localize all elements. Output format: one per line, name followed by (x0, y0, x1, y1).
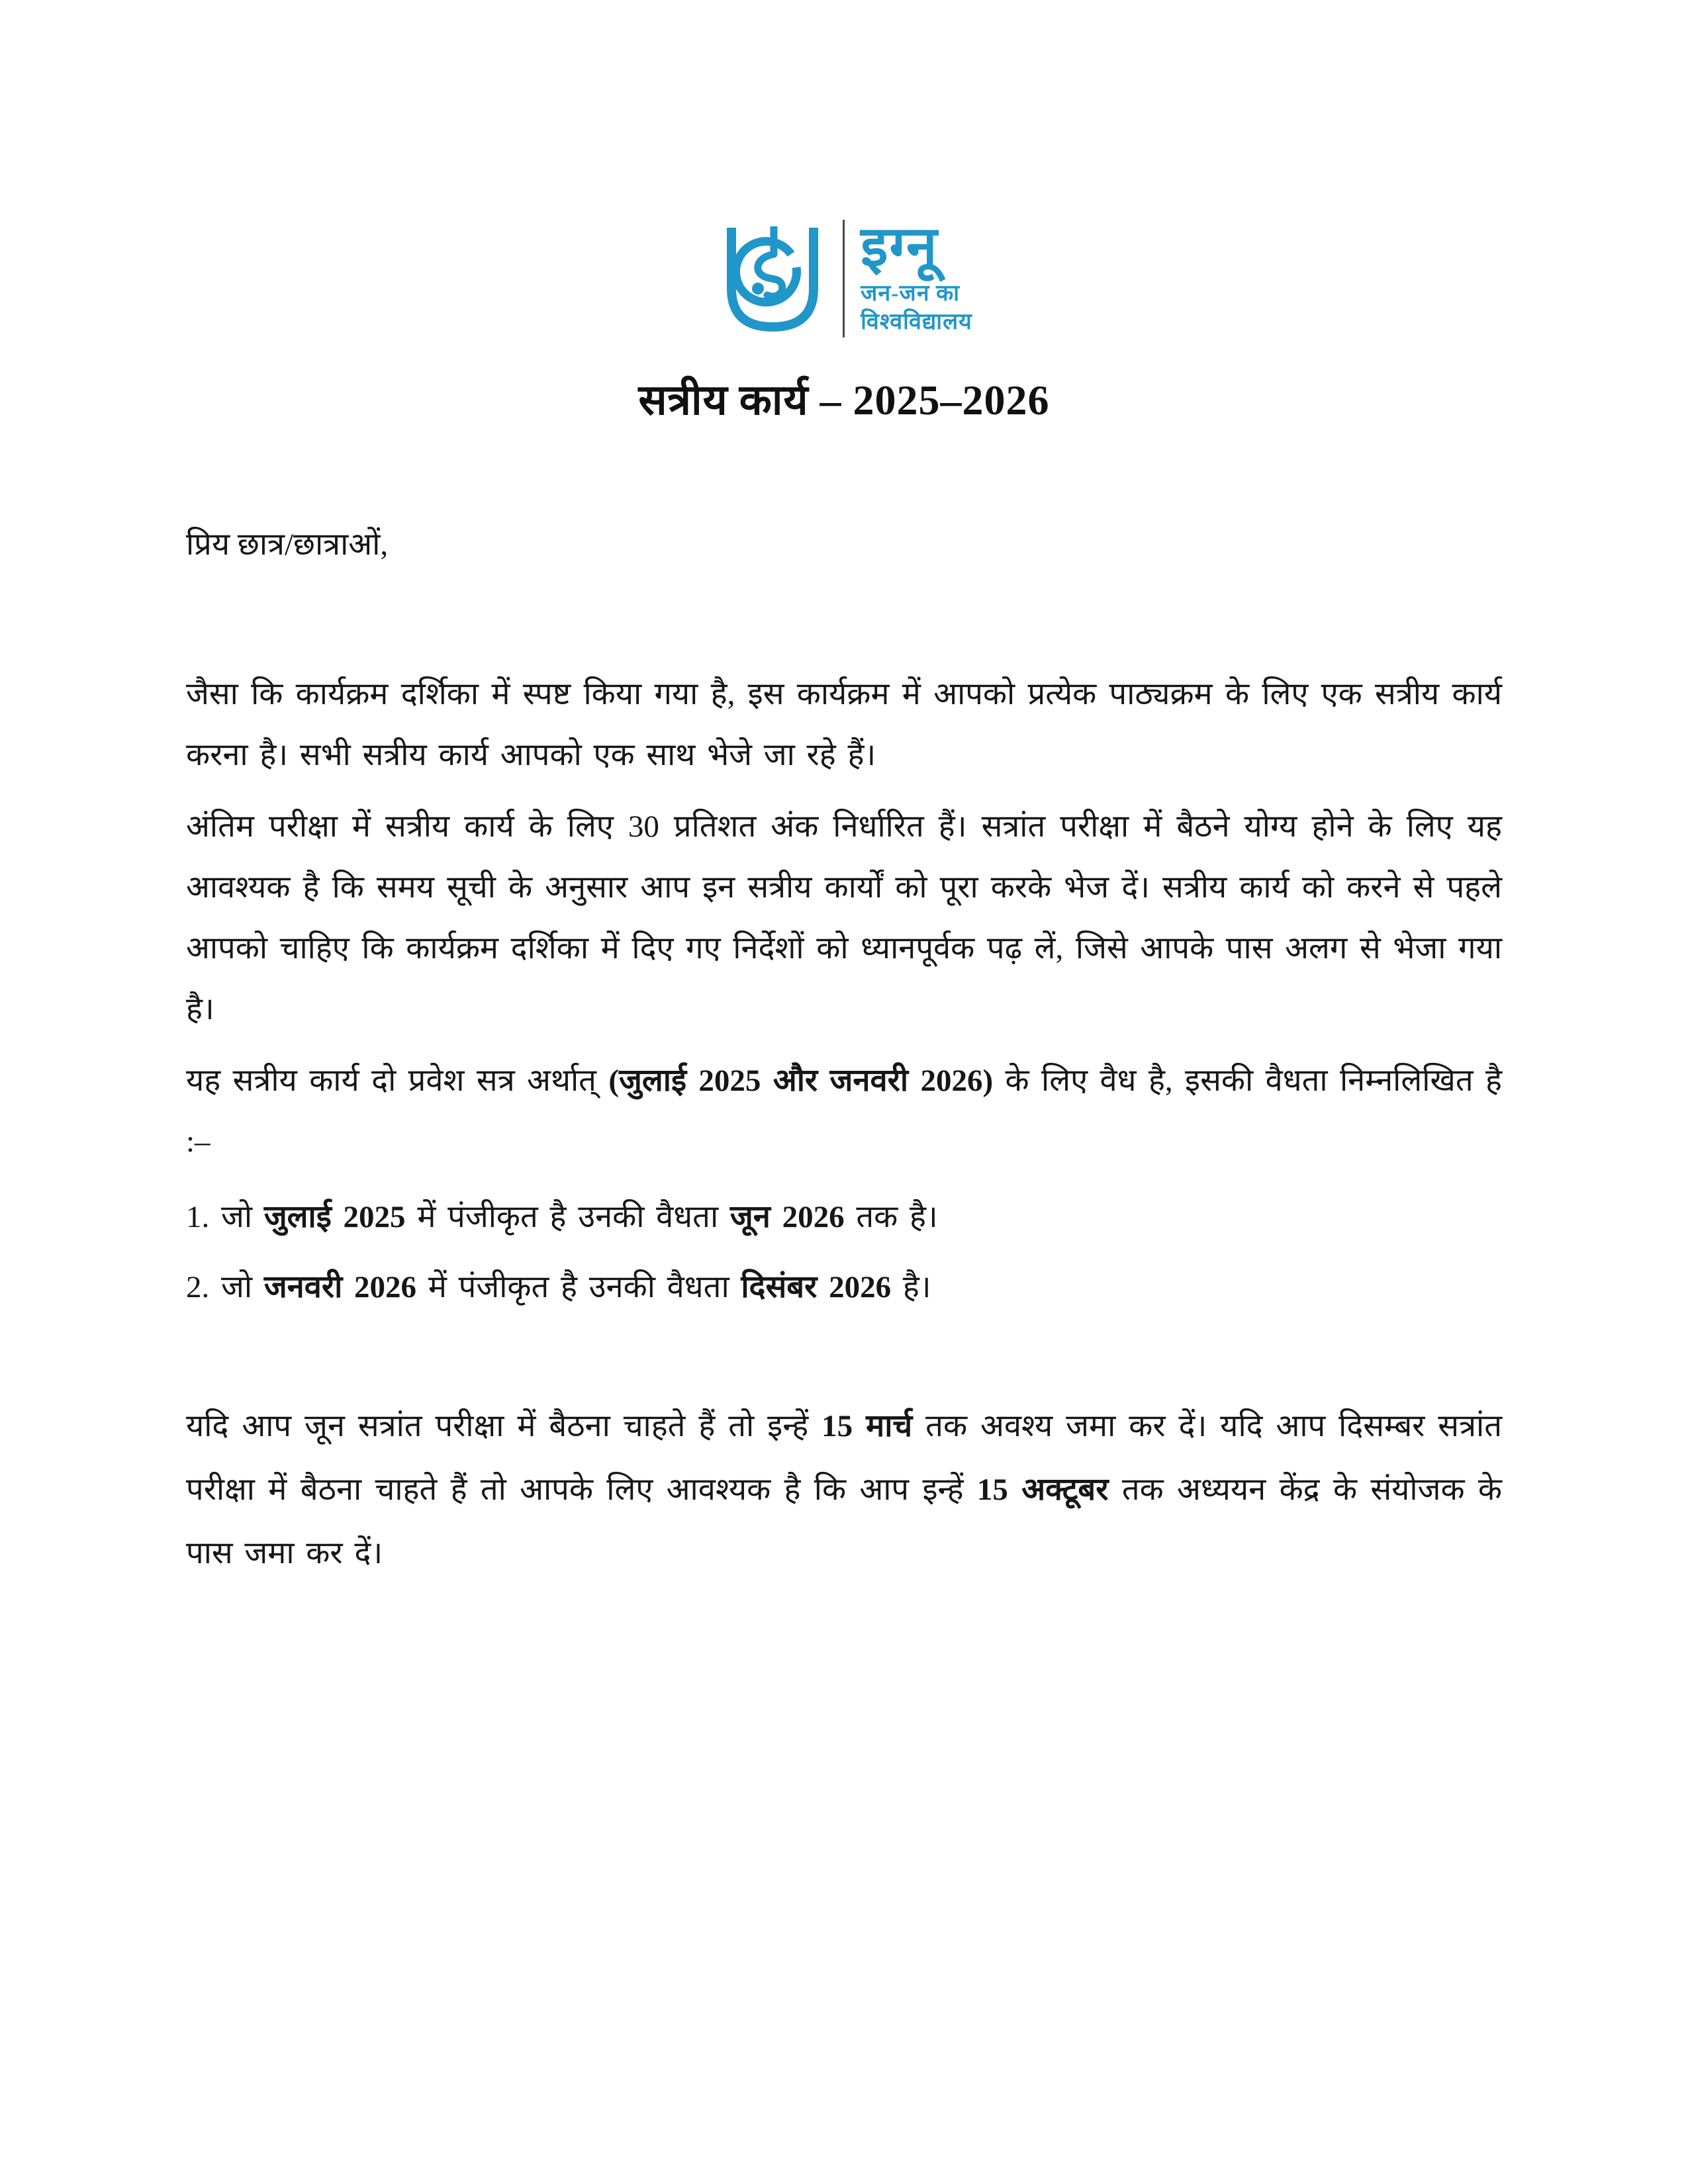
paragraph-3 (186, 1050, 1502, 1172)
paragraph-3-bold-sessions: (जुलाई 2025 और जनवरी 2026) (608, 1064, 994, 1098)
list-item-2-text: 2. जो (186, 1270, 264, 1304)
ignou-logo (0, 0, 1688, 338)
logo-tagline (861, 280, 972, 336)
paragraph-4 (186, 1394, 1502, 1585)
content-area (0, 525, 1688, 1585)
logo-tagline-line2: विश्वविद्यालय (861, 309, 972, 334)
list-item-2 (186, 1257, 1502, 1318)
paragraph-4-text-tail: तक अध्ययन केंद्र के संयोजक के पास जमा कर दें। (186, 1473, 1502, 1570)
paragraph-3-text: यह सत्रीय कार्य दो प्रवेश सत्र अर्थात् (186, 1064, 609, 1098)
page-title: सत्रीय कार्य – 2025–2026 (638, 377, 1050, 424)
paragraph-2: अंतिम परीक्षा में सत्रीय कार्य के लिए 30 प्रतिशत अंक निर्धारित हैं। सत्रांत परीक्षा में बैठने योग्य होने के लिए यह आवश्यक है कि समय सूची के अनुसार आप इन सत्रीय कार्यों को पूरा करके भेज दें। सत्रीय कार्य को करने से पहले आपको चाहिए कि कार्यक्रम दर्शिका में दिए गए निर्देशों को ध्यानपूर्वक पढ़ लें, जिसे आपके पास अलग से भेजा गया है। (186, 809, 1502, 1026)
logo-tagline-line1: जन-जन का (861, 281, 961, 306)
logo-brand-text: इग्नू (861, 216, 939, 278)
salutation: प्रिय छात्र/छात्राओं, (186, 527, 389, 562)
list-item-1-text-tail: तक है। (844, 1200, 938, 1234)
list-item-1-bold-july: जुलाई 2025 (263, 1200, 406, 1234)
list-item-1-text: 1. जो (186, 1200, 264, 1234)
logo-text-block (843, 216, 972, 338)
list-item-1-text-mid: में पंजीकृत है उनकी वैधता (405, 1200, 730, 1234)
list-item-2-text-tail: है। (891, 1270, 931, 1304)
ignou-emblem-icon (716, 220, 829, 338)
paragraph-4-bold-october15: 15 अक्टूबर (976, 1473, 1109, 1507)
list-item-2-bold-january: जनवरी 2026 (263, 1270, 417, 1304)
paragraph-4-text: यदि आप जून सत्रांत परीक्षा में बैठना चाहते हैं तो इन्हें (186, 1409, 822, 1443)
paragraph-3-text-tail: के लिए वैध है, इसकी वैधता निम्नलिखित है :– (186, 1064, 1503, 1159)
list-item-1-bold-june: जून 2026 (729, 1200, 845, 1234)
paragraph-4-text-mid: तक अवश्य जमा कर दें। यदि आप दिसम्बर सत्रांत परीक्षा में बैठना चाहते हैं तो आपके लिए आवश्यक है कि आप इन्हें (186, 1409, 1502, 1507)
paragraph-1: जैसा कि कार्यक्रम दर्शिका में स्पष्ट किया गया है, इस कार्यक्रम में आपको प्रत्येक पाठ्यक्रम के लिए एक सत्रीय कार्य करना है। सभी सत्रीय कार्य आपको एक साथ भेजे जा रहे हैं। (186, 677, 1502, 772)
list-item-2-text-mid: में पंजीकृत है उनकी वैधता (416, 1270, 741, 1304)
paragraph-4-bold-march15: 15 मार्च (821, 1409, 913, 1443)
list-item-2-bold-december: दिसंबर 2026 (741, 1270, 892, 1304)
list-item-1 (186, 1187, 1502, 1248)
